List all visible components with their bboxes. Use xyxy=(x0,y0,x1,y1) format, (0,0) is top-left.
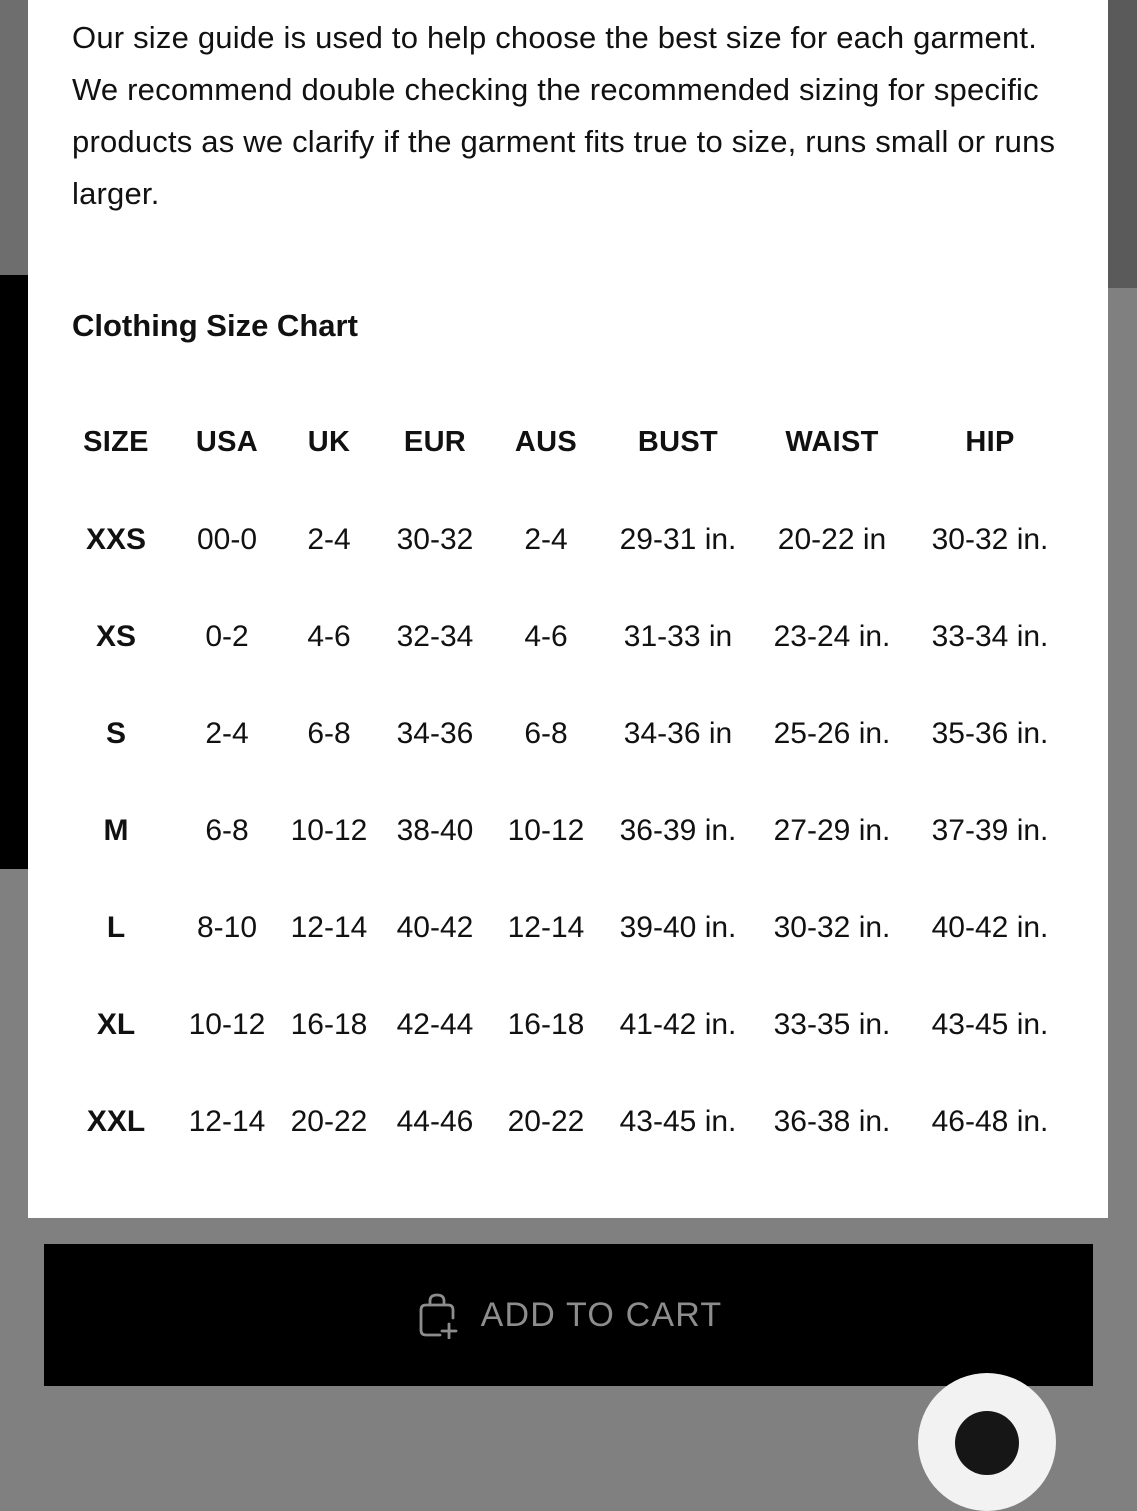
size-value-cell: 12-14 xyxy=(507,910,585,944)
size-value-cell: 30-32 xyxy=(396,522,474,556)
size-value-cell: 43-45 in. xyxy=(619,1104,737,1138)
table-row xyxy=(28,588,1108,685)
scrim-left-top-region xyxy=(0,0,28,275)
table-row xyxy=(28,491,1108,588)
fab-inner-circle xyxy=(955,1411,1019,1475)
size-value-cell: 12-14 xyxy=(188,1104,266,1138)
size-value-cell: 2-4 xyxy=(205,716,249,750)
size-value-cell: 35-36 in. xyxy=(931,716,1049,750)
column-header-aus: AUS xyxy=(514,426,578,458)
size-value-cell: 41-42 in. xyxy=(619,1007,737,1041)
size-value-cell: 33-34 in. xyxy=(931,619,1049,653)
table-row xyxy=(28,879,1108,976)
table-row xyxy=(28,1073,1108,1170)
bag-plus-icon xyxy=(415,1291,459,1339)
column-header-uk: UK xyxy=(307,426,351,458)
size-value-cell: 30-32 in. xyxy=(931,522,1049,556)
size-value-cell: 4-6 xyxy=(307,619,351,653)
column-header-waist: WAIST xyxy=(785,426,879,458)
size-value-cell: 2-4 xyxy=(524,522,568,556)
size-value-cell: 31-33 in xyxy=(623,619,733,653)
size-value-cell: 0-2 xyxy=(205,619,249,653)
size-value-cell: 27-29 in. xyxy=(773,813,891,847)
size-value-cell: 44-46 xyxy=(396,1104,474,1138)
size-value-cell: 16-18 xyxy=(290,1007,368,1041)
size-value-cell: 43-45 in. xyxy=(931,1007,1049,1041)
size-value-cell: 29-31 in. xyxy=(619,522,737,556)
size-value-cell: 10-12 xyxy=(188,1007,266,1041)
table-body xyxy=(28,491,1108,1170)
size-value-cell: 42-44 xyxy=(396,1007,474,1041)
size-value-cell: 20-22 in xyxy=(777,522,887,556)
scrim-right-top-region xyxy=(1108,0,1137,288)
column-header-hip: HIP xyxy=(965,426,1015,458)
size-value-cell: 23-24 in. xyxy=(773,619,891,653)
size-value-cell: 38-40 xyxy=(396,813,474,847)
table-row xyxy=(28,782,1108,879)
table-row xyxy=(28,976,1108,1073)
size-value-cell: 4-6 xyxy=(524,619,568,653)
add-to-cart-label: ADD TO CART xyxy=(480,1295,723,1334)
scrim-left-product-region xyxy=(0,275,28,869)
row-size-label: M xyxy=(103,813,129,847)
size-guide-sheet xyxy=(28,0,1108,1218)
row-size-label: S xyxy=(105,716,126,750)
size-value-cell: 37-39 in. xyxy=(931,813,1049,847)
add-to-cart-button[interactable] xyxy=(44,1244,1093,1386)
size-value-cell: 33-35 in. xyxy=(773,1007,891,1041)
size-value-cell: 20-22 xyxy=(290,1104,368,1138)
row-size-label: XXL xyxy=(86,1104,146,1138)
table-row xyxy=(28,685,1108,782)
size-value-cell: 8-10 xyxy=(196,910,258,944)
size-guide-description: Our size guide is used to help choose the best size for each garment. We recommend double checking the recommended sizing for specific products as we clarify if the garment fits true to size, runs small or runs larger. xyxy=(72,20,1056,211)
size-value-cell: 40-42 in. xyxy=(931,910,1049,944)
size-value-cell: 16-18 xyxy=(507,1007,585,1041)
size-value-cell: 46-48 in. xyxy=(931,1104,1049,1138)
size-value-cell: 6-8 xyxy=(205,813,249,847)
table-header-row xyxy=(28,394,1108,491)
size-value-cell: 10-12 xyxy=(507,813,585,847)
size-value-cell: 20-22 xyxy=(507,1104,585,1138)
size-value-cell: 30-32 in. xyxy=(773,910,891,944)
row-size-label: XXS xyxy=(85,522,147,556)
size-value-cell: 32-34 xyxy=(396,619,474,653)
size-value-cell: 34-36 in xyxy=(623,716,733,750)
column-header-size: SIZE xyxy=(83,426,149,458)
size-value-cell: 2-4 xyxy=(307,522,351,556)
column-header-eur: EUR xyxy=(403,426,467,458)
size-value-cell: 6-8 xyxy=(524,716,568,750)
size-value-cell: 36-39 in. xyxy=(619,813,737,847)
row-size-label: XS xyxy=(95,619,137,653)
floating-action-button[interactable] xyxy=(918,1373,1056,1511)
row-size-label: L xyxy=(106,910,126,944)
size-chart-table xyxy=(28,394,1108,1170)
size-value-cell: 6-8 xyxy=(307,716,351,750)
size-value-cell: 00-0 xyxy=(196,522,258,556)
size-value-cell: 36-38 in. xyxy=(773,1104,891,1138)
row-size-label: XL xyxy=(96,1007,136,1041)
column-header-bust: BUST xyxy=(637,426,719,458)
size-value-cell: 39-40 in. xyxy=(619,910,737,944)
size-value-cell: 25-26 in. xyxy=(773,716,891,750)
size-value-cell: 40-42 xyxy=(396,910,474,944)
section-title: Clothing Size Chart xyxy=(72,308,358,343)
size-value-cell: 10-12 xyxy=(290,813,368,847)
size-value-cell: 12-14 xyxy=(290,910,368,944)
size-value-cell: 34-36 xyxy=(396,716,474,750)
column-header-usa: USA xyxy=(195,426,259,458)
